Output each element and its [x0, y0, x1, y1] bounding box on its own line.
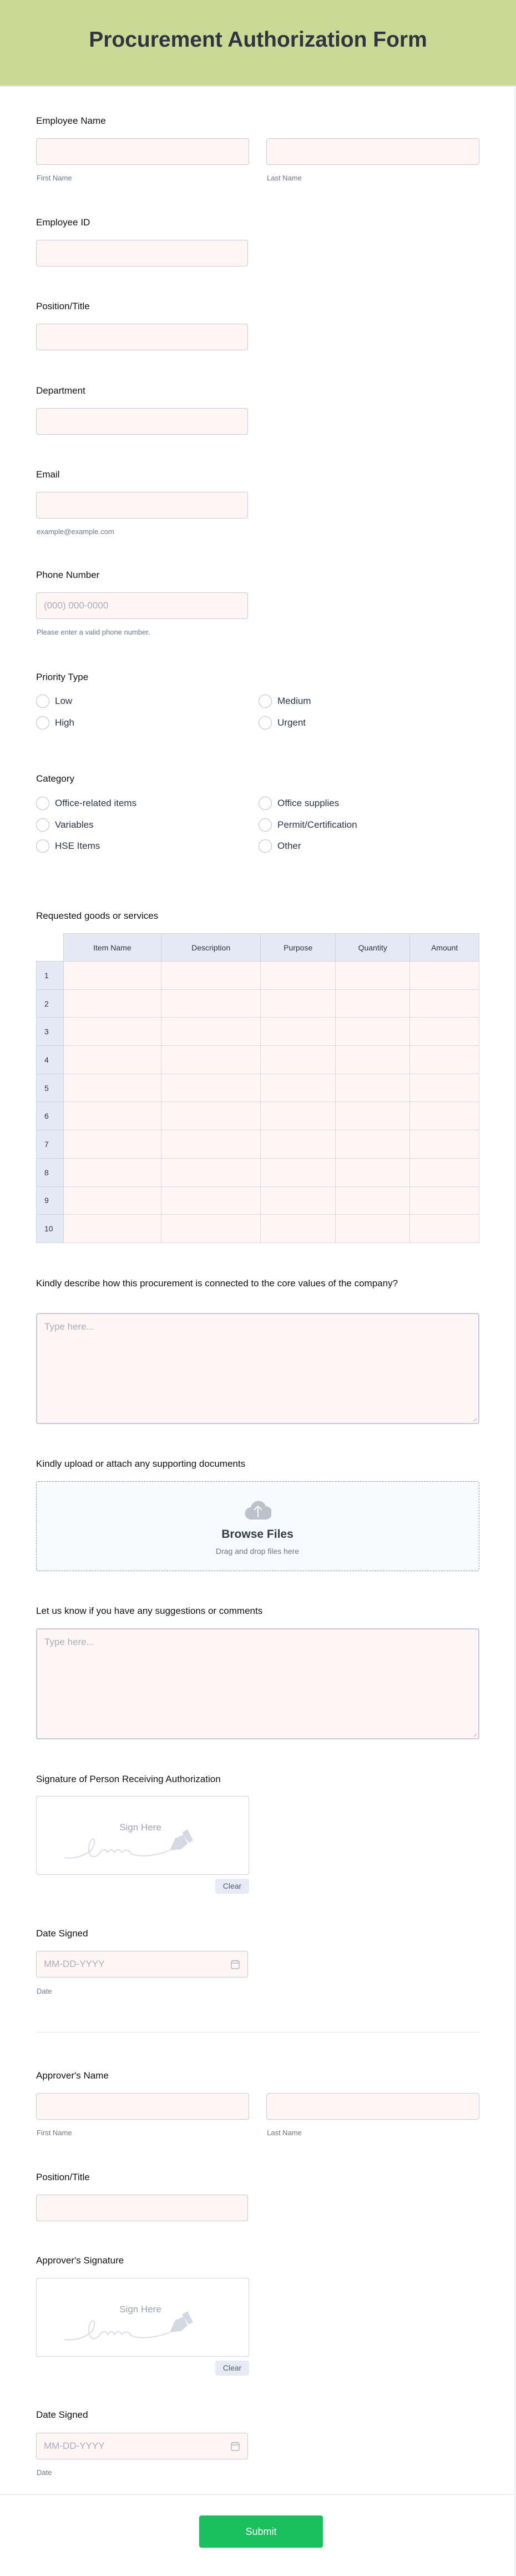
row-number: 10 [37, 1215, 64, 1243]
table-cell-input[interactable] [161, 1102, 261, 1130]
table-cell-input[interactable] [261, 1130, 335, 1159]
radio-button[interactable] [259, 839, 272, 853]
radio-label: Permit/Certification [277, 819, 357, 830]
table-cell-input[interactable] [410, 1074, 479, 1102]
table-cell-input[interactable] [410, 1158, 479, 1186]
table-cell-input[interactable] [335, 1186, 409, 1215]
table-cell-input[interactable] [261, 1186, 335, 1215]
resize-handle-icon[interactable] [471, 1415, 477, 1421]
signature1-pad[interactable] [36, 1796, 249, 1875]
table-row [37, 1130, 479, 1159]
core-values-textarea[interactable] [36, 1313, 479, 1424]
radio-button[interactable] [259, 716, 272, 729]
cloud-upload-icon [245, 1496, 271, 1521]
table-cell-input[interactable] [161, 1215, 261, 1243]
table-cell-input[interactable] [261, 989, 335, 1018]
radio-button[interactable] [36, 839, 49, 853]
signature1-clear-button[interactable]: Clear [215, 1879, 249, 1894]
approver-last-name-input[interactable] [266, 2093, 479, 2120]
table-cell-input[interactable] [410, 1046, 479, 1074]
email-label: Email [36, 469, 60, 480]
table-cell-input[interactable] [335, 1130, 409, 1159]
table-row [37, 1158, 479, 1186]
radio-button[interactable] [36, 797, 49, 810]
last-name-sublabel: Last Name [267, 174, 302, 182]
radio-label: Office supplies [277, 798, 340, 808]
category-option[interactable] [36, 797, 136, 810]
date2-placeholder: MM-DD-YYYY [44, 2441, 105, 2451]
category-option[interactable] [259, 797, 339, 810]
signature1-hint: Sign Here [119, 1822, 161, 1833]
signature2-clear-button[interactable]: Clear [215, 2361, 249, 2376]
table-cell-input[interactable] [261, 1074, 335, 1102]
table-cell-input[interactable] [261, 1018, 335, 1046]
table-cell-input[interactable] [410, 1215, 479, 1243]
category-label: Category [36, 773, 74, 784]
date2-input[interactable] [36, 2433, 248, 2459]
row-number: 9 [37, 1186, 64, 1215]
table-cell-input[interactable] [64, 1186, 161, 1215]
table-cell-input[interactable] [64, 1018, 161, 1046]
file-dropzone[interactable] [36, 1481, 479, 1571]
radio-label: Low [55, 696, 73, 706]
table-row [37, 1046, 479, 1074]
priority-label: Priority Type [36, 672, 89, 682]
dropzone-hint: Drag and drop files here [215, 1547, 300, 1556]
table-cell-input[interactable] [161, 1074, 261, 1102]
footer-divider [0, 2494, 514, 2495]
table-cell-input[interactable] [335, 1215, 409, 1243]
submit-button[interactable]: Submit [199, 2515, 323, 2548]
row-number: 6 [37, 1102, 64, 1130]
table-cell-input[interactable] [335, 1158, 409, 1186]
table-cell-input[interactable] [64, 1046, 161, 1074]
column-header: Description [161, 934, 261, 962]
column-header: Quantity [335, 934, 409, 962]
table-row [37, 1074, 479, 1102]
table-cell-input[interactable] [410, 1018, 479, 1046]
phone-input[interactable] [36, 592, 248, 619]
table-row [37, 1186, 479, 1215]
date1-placeholder: MM-DD-YYYY [44, 1959, 105, 1969]
row-number: 7 [37, 1130, 64, 1159]
table-cell-input[interactable] [410, 1186, 479, 1215]
table-row [37, 1102, 479, 1130]
radio-button[interactable] [36, 818, 49, 832]
category-option[interactable] [36, 818, 94, 832]
email-sublabel: example@example.com [37, 527, 114, 536]
comments-label: Let us know if you have any suggestions or comments [36, 1606, 263, 1616]
table-cell-input[interactable] [335, 1102, 409, 1130]
table-cell-input[interactable] [161, 1046, 261, 1074]
table-row [37, 1215, 479, 1243]
table-cell-input[interactable] [335, 1046, 409, 1074]
goods-table [36, 933, 479, 1243]
page-border [514, 87, 515, 2576]
phone-sublabel: Please enter a valid phone number. [37, 628, 150, 636]
priority-option[interactable] [36, 695, 72, 708]
upload-label: Kindly upload or attach any supporting documents [36, 1458, 246, 1469]
table-row [37, 989, 479, 1018]
table-cell-input[interactable] [161, 962, 261, 990]
table-cell-input[interactable] [64, 962, 161, 990]
radio-button[interactable] [36, 716, 49, 729]
date2-label: Date Signed [36, 2409, 88, 2420]
table-cell-input[interactable] [64, 1130, 161, 1159]
table-cell-input[interactable] [335, 962, 409, 990]
employee-first-name-input[interactable] [36, 138, 249, 165]
calendar-icon[interactable] [231, 2441, 240, 2451]
corner-cell [37, 934, 64, 962]
table-cell-input[interactable] [161, 1186, 261, 1215]
table-cell-input[interactable] [161, 1158, 261, 1186]
priority-option[interactable] [36, 716, 74, 729]
approver-last-name-sublabel: Last Name [267, 2129, 302, 2137]
table-cell-input[interactable] [161, 1018, 261, 1046]
email-input[interactable] [36, 492, 248, 519]
core-values-placeholder: Type here... [44, 1321, 94, 1332]
core-values-label: Kindly describe how this procurement is connected to the core values of the company? [36, 1278, 398, 1289]
table-row [37, 962, 479, 990]
table-cell-input[interactable] [335, 989, 409, 1018]
row-number: 4 [37, 1046, 64, 1074]
column-header: Purpose [261, 934, 335, 962]
employee-id-label: Employee ID [36, 217, 90, 228]
table-row [37, 1018, 479, 1046]
signature-pen-icon [64, 1827, 231, 1866]
date1-label: Date Signed [36, 1928, 88, 1939]
employee-id-input[interactable] [36, 240, 248, 266]
column-header: Item Name [64, 934, 161, 962]
table-cell-input[interactable] [64, 1215, 161, 1243]
table-cell-input[interactable] [410, 989, 479, 1018]
table-cell-input[interactable] [335, 1074, 409, 1102]
row-number: 8 [37, 1158, 64, 1186]
table-cell-input[interactable] [335, 1018, 409, 1046]
radio-button[interactable] [259, 695, 272, 708]
category-option[interactable] [259, 818, 357, 832]
table-cell-input[interactable] [161, 989, 261, 1018]
radio-label: HSE Items [55, 841, 100, 851]
date1-input[interactable] [36, 1951, 248, 1978]
employee-last-name-input[interactable] [266, 138, 479, 165]
goods-label: Requested goods or services [36, 910, 159, 921]
approver-name-label: Approver's Name [36, 2070, 109, 2081]
signature2-pad[interactable] [36, 2278, 249, 2357]
row-number: 2 [37, 989, 64, 1018]
phone-placeholder: (000) 000-0000 [44, 600, 109, 611]
comments-textarea[interactable] [36, 1628, 479, 1739]
table-cell-input[interactable] [161, 1130, 261, 1159]
row-number: 1 [37, 962, 64, 990]
table-cell-input[interactable] [410, 1130, 479, 1159]
approver-position-label: Position/Title [36, 2172, 90, 2182]
department-input[interactable] [36, 408, 248, 435]
table-cell-input[interactable] [261, 1158, 335, 1186]
table-cell-input[interactable] [261, 1102, 335, 1130]
priority-option[interactable] [259, 716, 306, 729]
signature2-label: Approver's Signature [36, 2255, 124, 2266]
table-cell-input[interactable] [64, 1158, 161, 1186]
date1-sublabel: Date [37, 1987, 52, 1995]
column-header: Amount [410, 934, 479, 962]
approver-first-name-sublabel: First Name [37, 2129, 72, 2137]
calendar-icon[interactable] [231, 1959, 240, 1969]
table-cell-input[interactable] [410, 1102, 479, 1130]
radio-button[interactable] [36, 695, 49, 708]
priority-option[interactable] [259, 695, 311, 708]
radio-label: Variables [55, 819, 94, 830]
position-input[interactable] [36, 324, 248, 350]
table-cell-input[interactable] [64, 1074, 161, 1102]
phone-label: Phone Number [36, 570, 100, 580]
first-name-sublabel: First Name [37, 174, 72, 182]
table-cell-input[interactable] [261, 1046, 335, 1074]
radio-button[interactable] [259, 818, 272, 832]
signature-pen-icon [64, 2309, 231, 2348]
approver-first-name-input[interactable] [36, 2093, 249, 2120]
category-option[interactable] [36, 839, 100, 853]
table-cell-input[interactable] [261, 962, 335, 990]
date2-sublabel: Date [37, 2468, 52, 2477]
radio-label: High [55, 717, 74, 728]
signature2-hint: Sign Here [119, 2304, 161, 2315]
radio-label: Other [277, 841, 301, 851]
row-number: 3 [37, 1018, 64, 1046]
category-option[interactable] [259, 839, 301, 853]
table-cell-input[interactable] [64, 989, 161, 1018]
radio-button[interactable] [259, 797, 272, 810]
page-title: Procurement Authorization Form [89, 28, 427, 52]
comments-placeholder: Type here... [44, 1637, 94, 1647]
radio-label: Urgent [277, 717, 306, 728]
table-cell-input[interactable] [261, 1215, 335, 1243]
approver-position-input[interactable] [36, 2195, 248, 2221]
radio-label: Office-related items [55, 798, 137, 808]
resize-handle-icon[interactable] [471, 1730, 477, 1737]
browse-files-button[interactable]: Browse Files [221, 1528, 294, 1541]
position-label: Position/Title [36, 301, 90, 311]
table-cell-input[interactable] [64, 1102, 161, 1130]
employee-name-label: Employee Name [36, 115, 106, 126]
row-number: 5 [37, 1074, 64, 1102]
department-label: Department [36, 385, 85, 396]
signature1-label: Signature of Person Receiving Authorization [36, 1774, 221, 1784]
table-cell-input[interactable] [410, 962, 479, 990]
radio-label: Medium [277, 696, 311, 706]
